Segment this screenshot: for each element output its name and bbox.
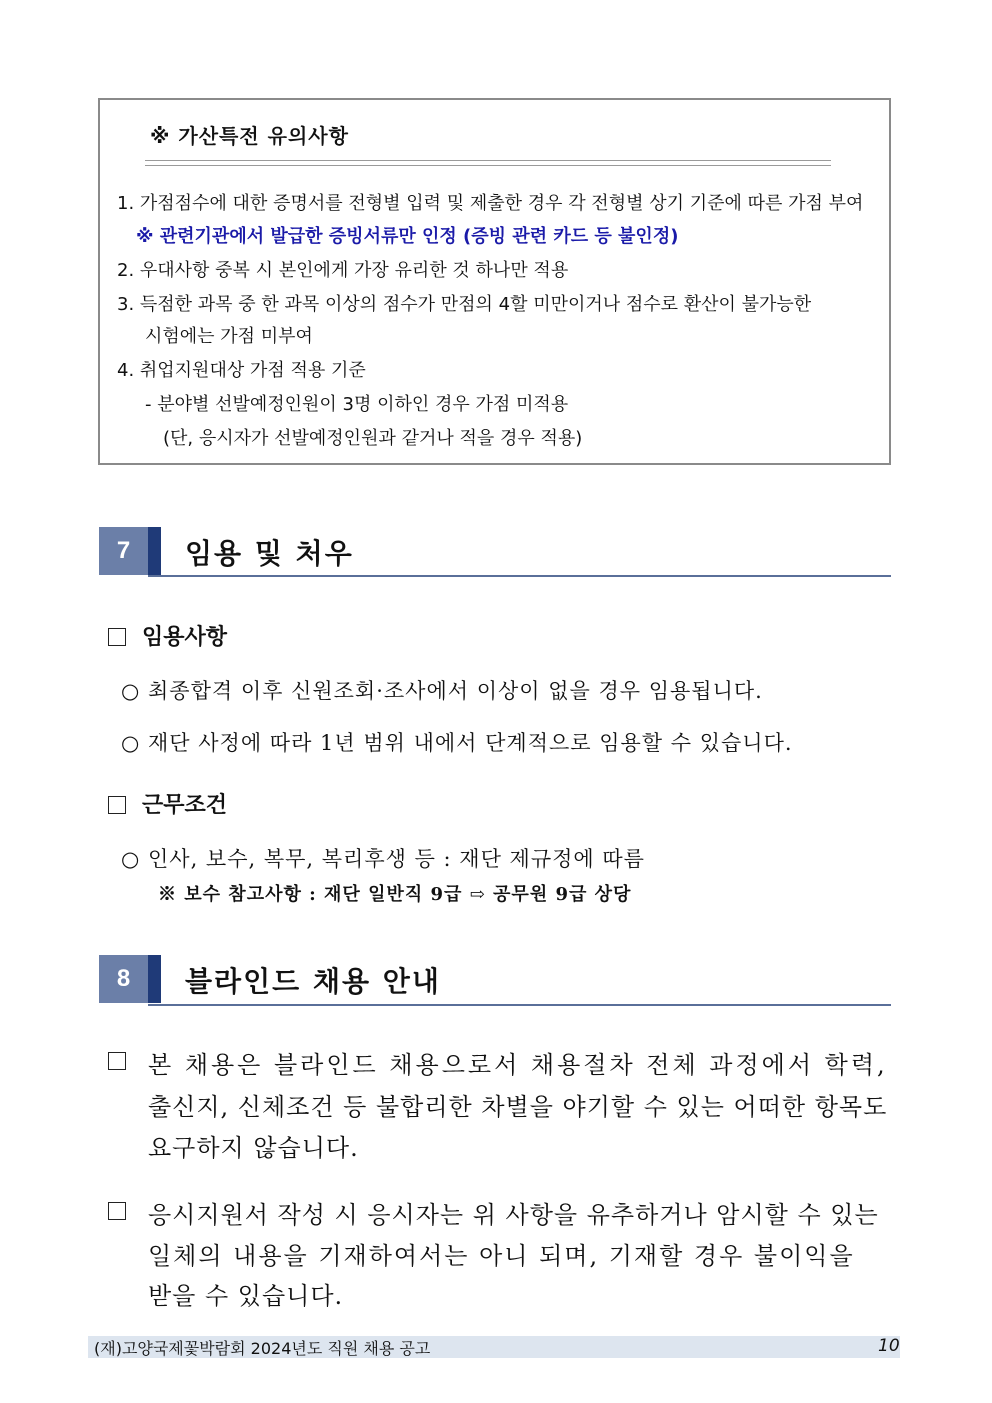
notice-item-4-sub-cont: (단, 응시자가 선발예정인원과 같거나 적을 경우 적용) <box>163 428 583 449</box>
notice-item-4: 4. 취업지원대상 가점 적용 기준 <box>117 360 366 381</box>
subsection-appointment-label: 임용사항 <box>142 625 228 650</box>
blind-para-1-line-2: 출신지, 신체조건 등 불합리한 차별을 야기할 수 있는 어떠한 항목도 <box>148 1093 888 1121</box>
section-8-accent <box>148 955 161 1003</box>
salary-note: ※ 보수 참고사항 : 재단 일반직 9급 ⇨ 공무원 9급 상당 <box>158 884 632 905</box>
subsection-appointment <box>108 620 227 651</box>
section-8-rule <box>148 1004 891 1006</box>
notice-item-4-sub: - 분야별 선발예정인원이 3명 이하인 경우 가점 미적용 <box>145 394 569 415</box>
checkbox-square-icon <box>108 1052 126 1070</box>
blind-para-2-line-3: 받을 수 있습니다. <box>148 1282 344 1310</box>
notice-divider <box>145 160 831 166</box>
page-number: 10 <box>878 1336 900 1356</box>
blind-para-2-line-2: 일체의 내용을 기재하여서는 아니 되며, 기재할 경우 불이익을 <box>148 1242 855 1270</box>
blind-para-1-line-3: 요구하지 않습니다. <box>148 1134 359 1162</box>
checkbox-square-icon <box>108 796 126 814</box>
blind-para-2-marker <box>108 1202 142 1222</box>
notice-item-1: 1. 가점점수에 대한 증명서를 전형별 입력 및 제출한 경우 각 전형별 상기 기준에 따른 가점 부여 <box>117 193 864 214</box>
blind-para-2-line-1: 응시지원서 작성 시 응시자는 위 사항을 유추하거나 암시할 수 있는 <box>148 1201 879 1229</box>
footer-title: (재)고양국제꽃박람회 2024년도 직원 채용 공고 <box>94 1339 431 1358</box>
section-7-number: 7 <box>99 527 148 575</box>
section-8-title: 블라인드 채용 안내 <box>185 965 441 998</box>
notice-title: ※ 가산특전 유의사항 <box>150 124 349 148</box>
appointment-bullet-2: ○ 재단 사정에 따라 1년 범위 내에서 단계적으로 임용할 수 있습니다. <box>121 731 793 755</box>
notice-item-3: 3. 득점한 과목 중 한 과목 이상의 점수가 만점의 4할 미만이거나 점수로 환산이 불가능한 <box>117 294 812 315</box>
checkbox-square-icon <box>108 1202 126 1220</box>
section-7-accent <box>148 527 161 575</box>
notice-item-3-cont: 시험에는 가점 미부여 <box>145 326 313 347</box>
notice-item-1-note: ※ 관련기관에서 발급한 증빙서류만 인정 (증빙 관련 카드 등 불인정) <box>136 226 679 247</box>
section-7-rule <box>148 575 891 577</box>
notice-item-2: 2. 우대사항 중복 시 본인에게 가장 유리한 것 하나만 적용 <box>117 260 569 281</box>
subsection-conditions-label: 근무조건 <box>142 793 228 818</box>
section-7-title: 임용 및 처우 <box>185 537 354 570</box>
conditions-bullet: ○ 인사, 보수, 복무, 복리후생 등 : 재단 제규정에 따름 <box>121 847 645 871</box>
appointment-bullet-1: ○ 최종합격 이후 신원조회·조사에서 이상이 없을 경우 임용됩니다. <box>121 679 763 703</box>
blind-para-1-marker <box>108 1052 142 1072</box>
blind-para-1-line-1: 본 채용은 블라인드 채용으로서 채용절차 전체 과정에서 학력, <box>148 1051 888 1079</box>
section-8-number: 8 <box>99 955 148 1003</box>
checkbox-square-icon <box>108 628 126 646</box>
subsection-conditions <box>108 788 227 819</box>
